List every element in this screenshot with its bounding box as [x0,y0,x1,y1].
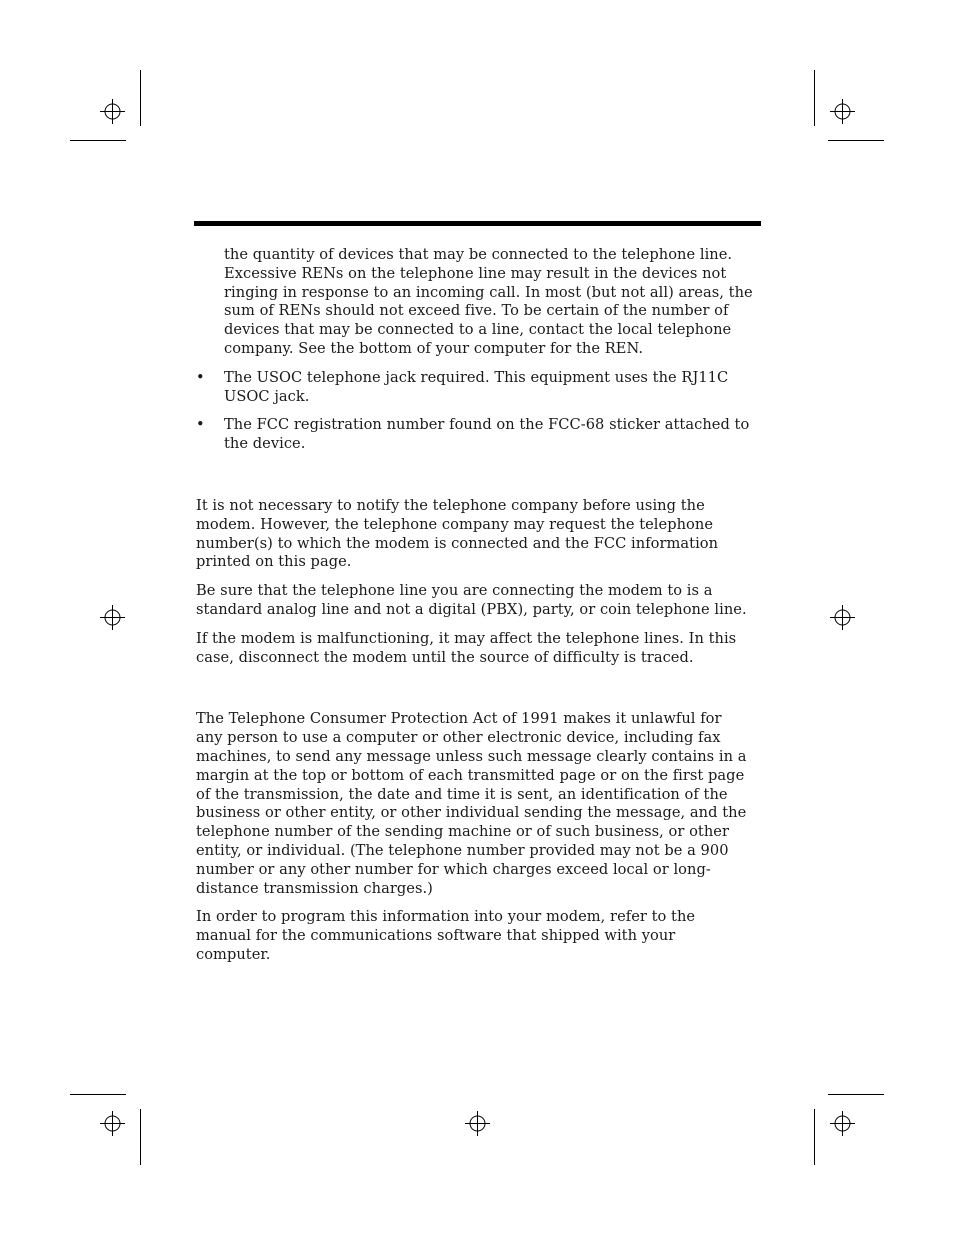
registration-mark-icon [100,1111,125,1136]
crop-mark-bottom-right-vertical [814,1109,815,1165]
notify-telephone-company-paragraph: It is not necessary to notify the telephone company before using the modem. However, the telephone company may request the telephone number(s) to which the modem is connected and the FCC information printed on this page. [196,496,719,571]
bullet-item-fcc-registration [196,416,762,454]
registration-mark-icon [830,99,855,124]
program-information-paragraph: In order to program this information into your modem, refer to the manual for the communications software that shipped with your computer. [196,908,696,963]
crop-mark-bottom-left-horizontal [70,1094,126,1095]
registration-mark-icon [830,605,855,630]
analog-line-paragraph: Be sure that the telephone line you are connecting the modem to is a standard analog line and not a digital (PBX), party, or coin telephone line. [196,582,747,618]
crop-mark-bottom-right-horizontal [828,1094,884,1095]
registration-mark-icon [100,99,125,124]
registration-mark-icon [830,1111,855,1136]
crop-mark-bottom-left-vertical [140,1109,141,1165]
registration-mark-icon [465,1111,490,1136]
bullet-item-usoc-jack [196,369,762,407]
crop-mark-top-left-vertical [140,70,141,126]
bullet-text: The USOC telephone jack required. This equipment uses the RJ11C USOC jack. [224,368,729,405]
crop-mark-top-right-vertical [814,70,815,126]
page-body [196,246,762,965]
ren-continuation-paragraph: the quantity of devices that may be connected to the telephone line. Excessive RENs on the telephone line may result in the devices not ringing in response to an incoming call. In most (but not all) areas, the sum of RENs should not exceed five. To be certain of the number of devices that may be connected to a line, contact the local telephone company. See the bottom of your computer for the REN. [224,246,753,357]
registration-mark-icon [100,605,125,630]
malfunction-paragraph: If the modem is malfunctioning, it may affect the telephone lines. In this case, disconnect the modem until the source of difficulty is traced. [196,629,737,666]
bullet-text: The FCC registration number found on the FCC-68 sticker attached to the device. [224,416,750,453]
crop-mark-top-left-horizontal [70,140,126,141]
header-rule [194,221,761,226]
crop-mark-top-right-horizontal [828,140,884,141]
tcpa-paragraph: The Telephone Consumer Protection Act of 1991 makes it unlawful for any person to use a computer or other electronic device, including fax machines, to send any message unless such message clearly contains in a margin at the top or bottom of each transmitted page or on the first page of the transmission, the date and time it is sent, an identification of the business or other entity, or other individual sending the message, and the telephone number of the sending machine or of such business, or other entity, or individual. (The telephone number provided may not be a 900 number or any other number for which charges exceed local or long- distance transmission charges.) [196,710,747,897]
bullet-icon: • [196,416,205,434]
bullet-icon: • [196,368,205,386]
